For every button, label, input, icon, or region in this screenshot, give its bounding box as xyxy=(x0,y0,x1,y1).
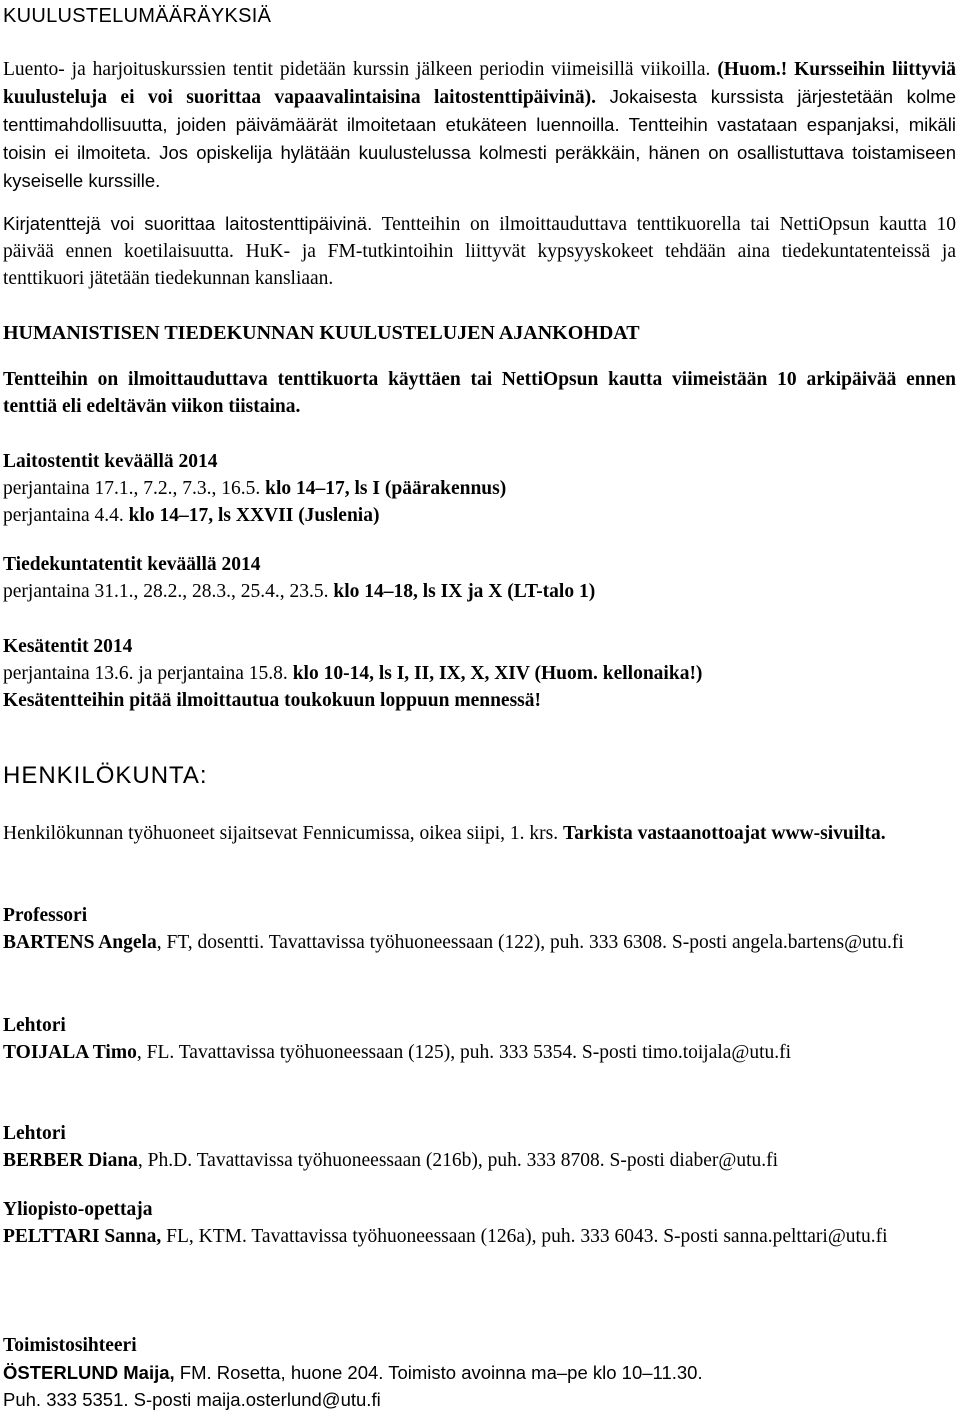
intro-note-bold: (Huom.! Kursseihin liittyviä kuulusteluja ei voi suorittaa vapaavalintaisina laitostenttipäivinä). xyxy=(3,59,956,108)
staff-intro-paragraph xyxy=(3,820,956,847)
staff-details xyxy=(3,929,956,956)
document-title: KUULUSTELUMÄÄRÄYKSIÄ xyxy=(3,5,272,27)
staff-entry-professor xyxy=(3,902,956,956)
staff-details xyxy=(3,1223,956,1250)
exam-rules-paragraph xyxy=(3,210,956,292)
spring-exams-time-2: klo 14–17, ls XXVII (Juslenia) xyxy=(128,505,380,526)
faculty-exams-dates: perjantaina 31.1., 28.2., 28.3., 25.4., 23.5. xyxy=(3,581,334,602)
spring-exams-block xyxy=(3,448,956,529)
staff-name: BARTENS Angela xyxy=(3,932,157,953)
summer-exams-dates: perjantaina 13.6. ja perjantaina 15.8. xyxy=(3,663,293,684)
summer-exams-line xyxy=(3,660,956,687)
spring-exams-line-2 xyxy=(3,502,956,529)
faculty-exams-time: klo 14–18, ls IX ja X (LT-talo 1) xyxy=(333,581,596,602)
summer-exams-time: klo 10-14, ls I, II, IX, X, XIV (Huom. kellonaika!) xyxy=(292,663,703,684)
faculty-exams-line xyxy=(3,578,956,605)
staff-name: ÖSTERLUND Maija, xyxy=(3,1362,175,1383)
staff-name: PELTTARI Sanna, xyxy=(3,1226,162,1247)
staff-role: Lehtori xyxy=(3,1123,66,1144)
staff-entry-lecturer-1 xyxy=(3,1012,956,1066)
section-heading-exam-times: HUMANISTISEN TIEDEKUNNAN KUULUSTELUJEN AJANKOHDAT xyxy=(3,322,640,344)
staff-role: Yliopisto-opettaja xyxy=(3,1199,153,1220)
exam-rules-sentence-1: Kirjatenttejä voi suorittaa laitostenttipäivinä. xyxy=(3,213,373,234)
staff-info: FL, KTM. Tavattavissa työhuoneessaan (126a), puh. 333 6043. S-posti sanna.pelttari@utu.fi xyxy=(161,1226,888,1247)
staff-intro-bold: Tarkista vastaanottoajat www-sivuilta. xyxy=(563,823,886,844)
faculty-exams-block xyxy=(3,551,956,605)
staff-role: Lehtori xyxy=(3,1015,66,1036)
staff-heading: HENKILÖKUNTA: xyxy=(3,762,208,789)
spring-exams-title: Laitostentit keväällä 2014 xyxy=(3,451,218,472)
staff-contact-line: Puh. 333 5351. S-posti maija.osterlund@utu.fi xyxy=(3,1389,381,1410)
summer-exams-note: Kesätentteihin pitää ilmoittautua toukokuun loppuun mennessä! xyxy=(3,690,541,711)
staff-info: , FT, dosentti. Tavattavissa työhuoneessaan (122), puh. 333 6308. S-posti angela.bartens@utu.fi xyxy=(156,932,904,953)
spring-exams-time-1: klo 14–17, ls I (päärakennus) xyxy=(265,478,507,499)
staff-info: , FL. Tavattavissa työhuoneessaan (125), puh. 333 5354. S-posti timo.toijala@utu.fi xyxy=(136,1042,792,1063)
staff-entry-university-teacher xyxy=(3,1196,956,1250)
staff-name: BERBER Diana xyxy=(3,1150,138,1171)
exam-rules-sentence-2: Tentteihin on ilmoittauduttava tenttikuorella tai NettiOpsun kautta 10 päivää ennen koetilaisuutta. HuK- ja FM-tutkintoihin liittyvät kypsyyskokeet tehdään aina tiedekuntatenteissä ja tenttikuori jätetään tiedekunnan kansliaan. xyxy=(3,214,957,289)
staff-details xyxy=(3,1039,956,1066)
spring-exams-line-1 xyxy=(3,475,956,502)
staff-role: Professori xyxy=(3,905,88,926)
intro-sentence-3: Jokaisesta kurssista järjestetään kolme tenttimahdollisuutta, joiden päivämäärät ilmoitetaan etukäteen luennoilla. Tentteihin vastataan espanjaksi, mikäli toisin ei ilmoiteta. Jos opiskelija hylätään kuulustelussa kolmesti peräkkäin, hänen on osallistuttava toistamiseen kyseiselle kurssille. xyxy=(3,86,956,191)
registration-note: Tentteihin on ilmoittauduttava tenttikuorta käyttäen tai NettiOpsun kautta viimeistään 10 arkipäivää ennen tenttiä eli edeltävän viikon tiistaina. xyxy=(3,369,956,417)
staff-info: , Ph.D. Tavattavissa työhuoneessaan (216b), puh. 333 8708. S-posti diaber@utu.fi xyxy=(137,1150,779,1171)
staff-entry-lecturer-2 xyxy=(3,1120,956,1174)
summer-exams-block xyxy=(3,633,956,714)
staff-entry-secretary xyxy=(3,1332,956,1413)
intro-paragraph xyxy=(3,56,956,195)
spring-exams-dates-2: perjantaina 4.4. xyxy=(3,505,129,526)
staff-role: Toimistosihteeri xyxy=(3,1335,137,1356)
staff-info: FM. Rosetta, huone 204. Toimisto avoinna ma–pe klo 10–11.30. xyxy=(174,1362,703,1383)
faculty-exams-title: Tiedekuntatentit keväällä 2014 xyxy=(3,554,261,575)
intro-sentence-1: Luento- ja harjoituskurssien tentit pidetään kurssin jälkeen periodin viimeisillä viikoilla. xyxy=(3,59,718,80)
staff-intro-text: Henkilökunnan työhuoneet sijaitsevat Fennicumissa, oikea siipi, 1. krs. xyxy=(3,823,563,844)
staff-details xyxy=(3,1147,956,1174)
staff-details xyxy=(3,1359,956,1386)
staff-name: TOIJALA Timo xyxy=(3,1042,137,1063)
summer-exams-title: Kesätentit 2014 xyxy=(3,636,133,657)
spring-exams-dates-1: perjantaina 17.1., 7.2., 7.3., 16.5. xyxy=(3,478,266,499)
